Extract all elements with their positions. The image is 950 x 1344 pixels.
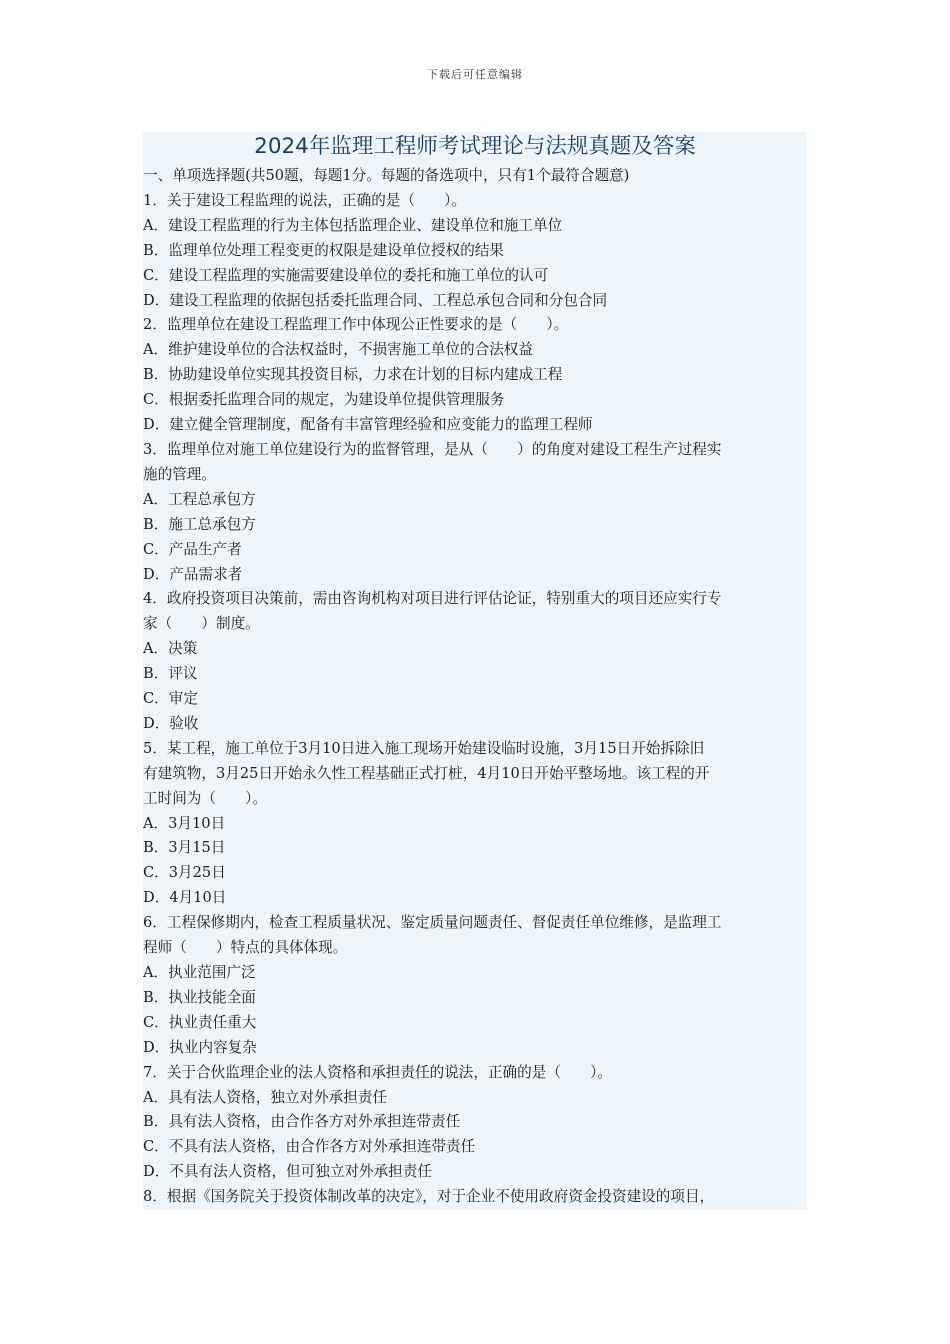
- text-line: C．执业责任重大: [143, 1013, 257, 1031]
- text-line: 程师（ ）特点的具体体现。: [143, 939, 348, 957]
- text-line: B．协助建设单位实现其投资目标，力求在计划的目标内建成工程: [143, 366, 563, 384]
- text-line: 3．监理单位对施工单位建设行为的监督管理，是从（ ）的角度对建设工程生产过程实: [143, 440, 722, 458]
- text-line: D．执业内容复杂: [143, 1038, 257, 1056]
- text-line: A．执业范围广泛: [143, 964, 256, 981]
- text-line: B．3月15日: [143, 839, 226, 857]
- text-line: D．建设工程监理的依据包括委托监理合同、工程总承包合同和分包合同: [143, 291, 608, 309]
- text-line: B．监理单位处理工程变更的权限是建设单位授权的结果: [143, 241, 504, 259]
- text-line: 1．关于建设工程监理的说法，正确的是（ ）。: [143, 191, 467, 209]
- text-line: 家（ ）制度。: [143, 615, 260, 633]
- text-line: 4．政府投资项目决策前，需由咨询机构对项目进行评估论证，特别重大的项目还应实行专: [143, 590, 722, 608]
- text-line: 施的管理。: [143, 465, 216, 483]
- header-note: 下载后可任意编辑: [427, 68, 523, 81]
- text-line: C．审定: [143, 690, 198, 708]
- text-line: B．具有法人资格，由合作各方对外承担连带责任: [143, 1113, 461, 1131]
- text-line: A．维护建设单位的合法权益时，不损害施工单位的合法权益: [143, 341, 533, 359]
- text-line: C．建设工程监理的实施需要建设单位的委托和施工单位的认可: [143, 266, 549, 284]
- question-list: [143, 164, 807, 1210]
- text-line: C．产品生产者: [143, 540, 242, 558]
- text-line: A．建设工程监理的行为主体包括监理企业、建设单位和施工单位: [143, 216, 563, 234]
- text-line: 8．根据《国务院关于投资体制改革的决定》，对于企业不使用政府资金投资建设的项目，: [143, 1188, 715, 1206]
- text-line: D．产品需求者: [143, 565, 243, 583]
- text-line: 一、单项选择题(共50题，每题1分。每题的备选项中，只有1个最符合题意): [143, 167, 630, 184]
- text-line: A．决策: [143, 640, 198, 658]
- text-line: A．工程总承包方: [143, 490, 256, 508]
- text-line: A．3月10日: [143, 814, 226, 832]
- text-line: A．具有法人资格，独立对外承担责任: [143, 1088, 388, 1106]
- text-line: D．4月10日: [143, 889, 227, 907]
- text-line: 有建筑物，3月25日开始永久性工程基础正式打桩，4月10日开始平整场地。该工程的开: [143, 764, 710, 782]
- document-body: [143, 132, 807, 1210]
- text-line: 2．监理单位在建设工程监理工作中体现公正性要求的是（ ）。: [143, 316, 569, 334]
- text-line: 5．某工程，施工单位于3月10日进入施工现场开始建设临时设施，3月15日开始拆除旧: [143, 739, 705, 757]
- text-line: 7．关于合伙监理企业的法人资格和承担责任的说法，正确的是（ ）。: [143, 1063, 612, 1081]
- text-line: D．验收: [143, 714, 199, 732]
- text-line: B．执业技能全面: [143, 988, 256, 1006]
- text-line: 工时间为（ ）。: [143, 789, 268, 807]
- text-line: B．施工总承包方: [143, 515, 256, 533]
- text-line: D．建立健全管理制度，配备有丰富管理经验和应变能力的监理工程师: [143, 416, 593, 434]
- text-line: 6．工程保修期内，检查工程质量状况、鉴定质量问题责任、督促责任单位维修，是监理工: [143, 914, 722, 932]
- text-line: D．不具有法人资格，但可独立对外承担责任: [143, 1163, 432, 1181]
- text-line: C．不具有法人资格，由合作各方对外承担连带责任: [143, 1138, 476, 1156]
- text-line: C．根据委托监理合同的规定，为建设单位提供管理服务: [143, 391, 505, 409]
- document-title: 2024年监理工程师考试理论与法规真题及答案: [254, 134, 696, 159]
- text-line: B．评议: [143, 665, 198, 683]
- text-line: C．3月25日: [143, 864, 226, 882]
